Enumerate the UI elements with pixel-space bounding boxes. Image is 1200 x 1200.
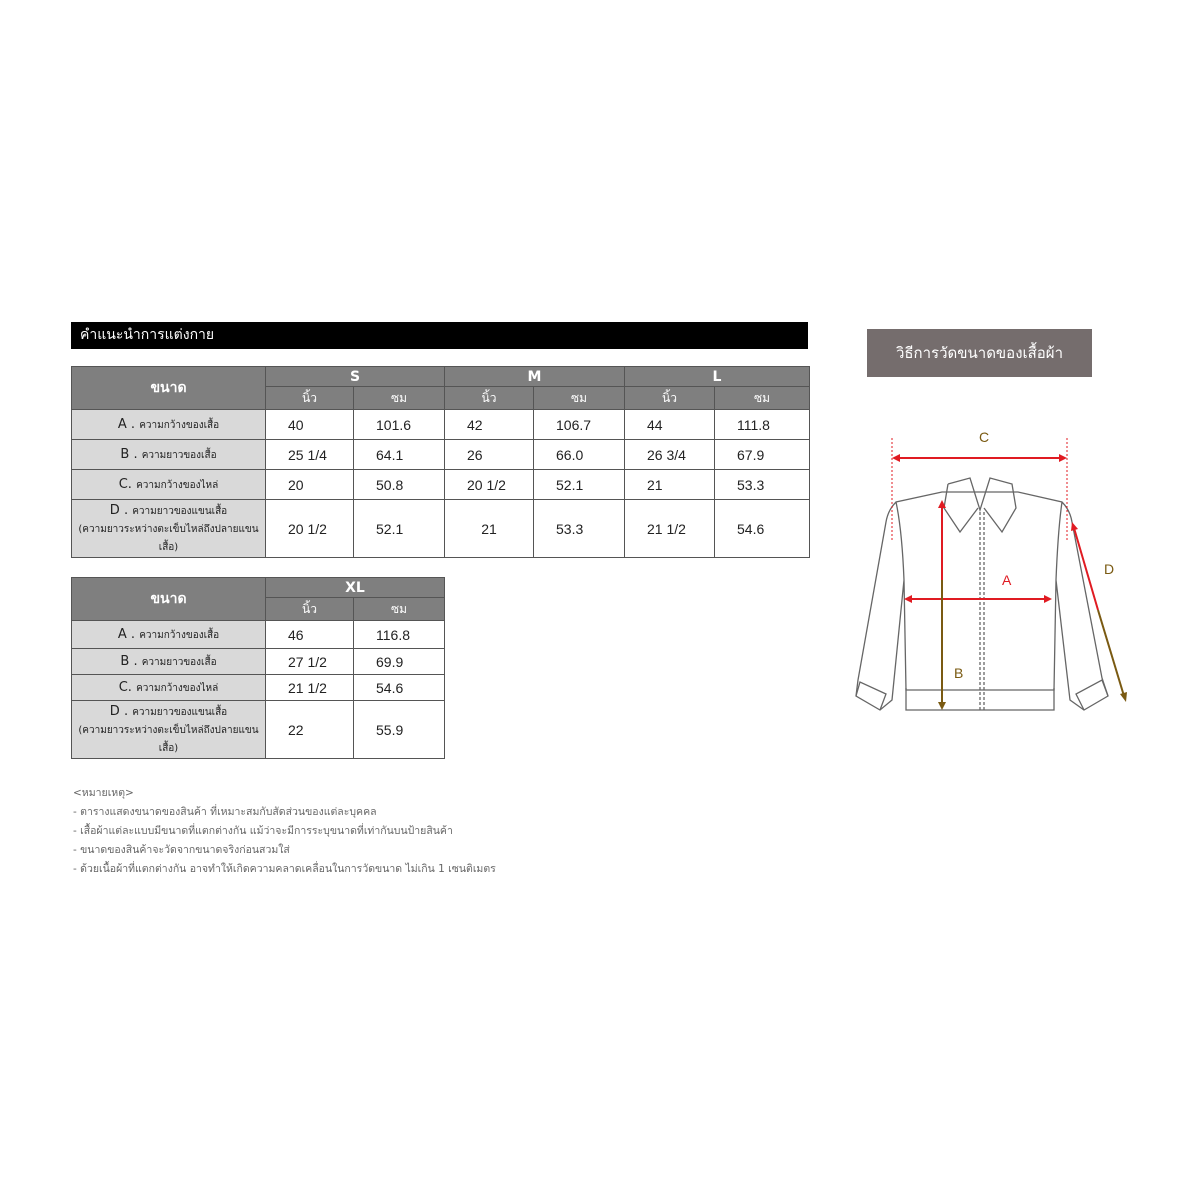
row-label: A . ความกว้างของเสื้อ <box>72 621 266 649</box>
marker-a: A <box>1002 572 1012 588</box>
cell-value: 52.1 <box>534 470 625 500</box>
row-label: B . ความยาวของเสื้อ <box>72 440 266 470</box>
cell-value: 116.8 <box>354 621 445 649</box>
note-item: - ขนาดของสินค้าจะวัดจากขนาดจริงก่อนสวมใส่ <box>73 844 290 856</box>
unit-inch: นิ้ว <box>266 387 354 410</box>
row-label: C. ความกว้างของไหล่ <box>72 675 266 701</box>
cell-value: 21 1/2 <box>625 500 715 558</box>
cell-value: 20 1/2 <box>445 470 534 500</box>
cell-value: 101.6 <box>354 410 445 440</box>
table-row <box>72 649 445 675</box>
size-l-header: L <box>625 367 810 387</box>
measure-line-a <box>904 595 1052 603</box>
marker-d: D <box>1104 561 1115 577</box>
note-item: - เสื้อผ้าแต่ละแบบมีขนาดที่แตกต่างกัน แม้ว่าจะมีการระบุขนาดที่เท่ากันบนป้ายสินค้า <box>73 825 453 837</box>
unit-cm: ซม <box>354 387 445 410</box>
unit-cm: ซม <box>354 598 445 621</box>
size-table-xl <box>71 577 445 759</box>
cell-value: 53.3 <box>715 470 810 500</box>
table-row <box>72 410 810 440</box>
table-row <box>72 621 445 649</box>
unit-cm: ซม <box>534 387 625 410</box>
size-xl-header: XL <box>266 578 445 598</box>
size-m-header: M <box>445 367 625 387</box>
unit-cm: ซม <box>715 387 810 410</box>
marker-b: B <box>954 665 964 681</box>
table-row <box>72 500 810 558</box>
row-label: C. ความกว้างของไหล่ <box>72 470 266 500</box>
cell-value: 50.8 <box>354 470 445 500</box>
cell-value: 26 3/4 <box>625 440 715 470</box>
marker-c: C <box>979 429 990 445</box>
cell-value: 111.8 <box>715 410 810 440</box>
measure-line-d <box>1071 522 1127 702</box>
cell-value: 64.1 <box>354 440 445 470</box>
cell-value: 42 <box>445 410 534 440</box>
cell-value: 106.7 <box>534 410 625 440</box>
table-row <box>72 470 810 500</box>
cell-value: 22 <box>266 701 354 759</box>
table-row <box>72 675 445 701</box>
cell-value: 54.6 <box>354 675 445 701</box>
note-item: - ตารางแสดงขนาดของสินค้า ที่เหมาะสมกับสัดส่วนของแต่ละบุคคล <box>73 806 377 818</box>
size-header: ขนาด <box>72 367 266 410</box>
note-item: - ด้วยเนื้อผ้าที่แตกต่างกัน อาจทำให้เกิดความคลาดเคลื่อนในการวัดขนาด ไม่เกิน 1 เซนติเมตร <box>73 863 496 875</box>
cell-value: 67.9 <box>715 440 810 470</box>
cell-value: 69.9 <box>354 649 445 675</box>
page-title: คำแนะนำการแต่งกาย <box>71 322 808 349</box>
row-label: A . ความกว้างของเสื้อ <box>72 410 266 440</box>
jacket-measurement-diagram <box>840 420 1150 720</box>
cell-value: 46 <box>266 621 354 649</box>
cell-value: 26 <box>445 440 534 470</box>
cell-value: 53.3 <box>534 500 625 558</box>
cell-value: 21 1/2 <box>266 675 354 701</box>
table-row <box>72 701 445 759</box>
jacket-outline-icon <box>856 478 1108 710</box>
cell-value: 54.6 <box>715 500 810 558</box>
notes-section <box>73 784 496 879</box>
size-s-header: S <box>266 367 445 387</box>
cell-value: 25 1/4 <box>266 440 354 470</box>
cell-value: 52.1 <box>354 500 445 558</box>
cell-value: 21 <box>625 470 715 500</box>
unit-inch: นิ้ว <box>266 598 354 621</box>
unit-inch: นิ้ว <box>445 387 534 410</box>
row-label: D . ความยาวของแขนเสื้อ (ความยาวระหว่างตะเข็บไหล่ถึงปลายแขนเสื้อ) <box>72 701 266 759</box>
notes-heading: <หมายเหตุ> <box>73 787 134 799</box>
cell-value: 66.0 <box>534 440 625 470</box>
row-label: B . ความยาวของเสื้อ <box>72 649 266 675</box>
cell-value: 40 <box>266 410 354 440</box>
cell-value: 55.9 <box>354 701 445 759</box>
cell-value: 27 1/2 <box>266 649 354 675</box>
cell-value: 20 1/2 <box>266 500 354 558</box>
cell-value: 21 <box>445 500 534 558</box>
unit-inch: นิ้ว <box>625 387 715 410</box>
how-to-measure-label: วิธีการวัดขนาดของเสื้อผ้า <box>867 329 1092 377</box>
table-row <box>72 440 810 470</box>
cell-value: 20 <box>266 470 354 500</box>
size-table-s-m-l <box>71 366 810 558</box>
cell-value: 44 <box>625 410 715 440</box>
size-header: ขนาด <box>72 578 266 621</box>
row-label: D . ความยาวของแขนเสื้อ (ความยาวระหว่างตะเข็บไหล่ถึงปลายแขนเสื้อ) <box>72 500 266 558</box>
measure-line-b <box>938 500 946 710</box>
